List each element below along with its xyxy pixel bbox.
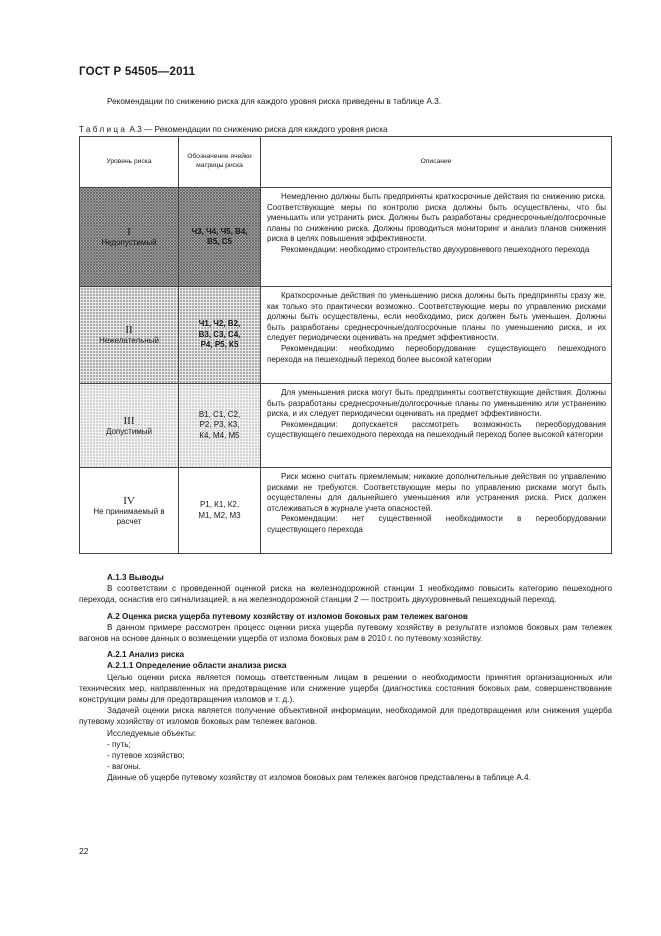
table-row xyxy=(80,468,612,554)
risk-level-name: Недопустимый xyxy=(101,238,157,247)
column-header-description: Описание xyxy=(261,137,612,188)
table-row xyxy=(80,287,612,384)
table-row xyxy=(80,188,612,287)
description-text: Краткосрочные действия по уменьшению риска должны быть предприняты сразу же, как только это практически возможно. Соответствующие меры по управлению рисками должны быть осуществлены, если необходимо, риск должен быть уменьшен. Должны быть разработаны среднесрочные/долгосрочные планы по уменьшению риска, и их следует периодически оценивать на предмет эффективности. xyxy=(267,291,606,343)
risk-recommendations-table xyxy=(79,136,612,554)
matrix-cells: Ч1, Ч2, В2, В3, С3, С4, Р4, Р5, К5 xyxy=(179,287,261,384)
table-caption-title: А.3 — Рекомендации по снижению риска для каждого уровня риска xyxy=(129,125,388,134)
paragraph: Данные об ущербе путевому хозяйству от изломов боковых рам тележек вагонов представлены в таблице А.4. xyxy=(107,773,531,783)
description-text: Немедленно должны быть предприняты краткосрочные действия по снижению риска. Соответствующие меры по контролю риска должны быть осуществлены, что бы уменьшить или устранить риск. Должны быть разработаны среднесрочные/долгосрочные планы по снижению риска. Должны проводиться мониторинг и анализ планов снижения риска в целях повышения эффективности. xyxy=(267,192,606,244)
paragraph: Исследуемые объекты: xyxy=(107,728,197,738)
paragraph: Задачей оценки риска является получение объективной информации, необходимой для предотвращения или снижения ущерба путевому хозяйству от изломов боковых рам тележек вагонов. xyxy=(79,706,612,727)
risk-level-numeral: I xyxy=(127,226,131,238)
table-caption-prefix: Таблица xyxy=(79,125,128,134)
risk-level-cell xyxy=(80,188,179,287)
description-text: Риск можно считать приемлемым; никакие дополнительные действия по управлению рисками не требуются. Соответствующие меры по управлению рисками могут быть осуществлены для дальнейшего уменьшения или устранения риска. Риск должен отслеживаться в журнале учета опасностей. xyxy=(267,472,606,513)
risk-description xyxy=(261,287,612,384)
section-heading: А.2 Оценка риска ущерба путевому хозяйству от изломов боковых рам тележек вагонов xyxy=(107,611,468,621)
recommendation-text: Рекомендации: необходимо переоборудование существующего пешеходного перехода на пешеходный переход более высокой категории xyxy=(267,343,606,364)
list-item: - путевое хозяйство; xyxy=(107,751,185,761)
table-caption xyxy=(79,125,388,134)
column-header-level: Уровень риска xyxy=(80,137,179,188)
intro-paragraph: Рекомендации по снижению риска для каждого уровня риска приведены в таблице А.3. xyxy=(107,97,442,106)
risk-level-name: Нежелательный xyxy=(99,336,159,345)
table-row xyxy=(80,384,612,468)
risk-level-numeral: II xyxy=(125,324,133,336)
document-header: ГОСТ Р 54505—2011 xyxy=(79,66,196,78)
list-item: - вагоны. xyxy=(107,762,141,772)
page-number: 22 xyxy=(79,846,89,856)
section-heading: А.2.1.1 Определение области анализа риска xyxy=(107,661,287,671)
description-text: Для уменьшения риска могут быть предприняты соответствующие действия. Должны быть разработаны среднесрочные/долгосрочные планы по уменьшению или устранению риска, и их следует периодически оценивать на предмет эффективности. xyxy=(267,388,606,419)
risk-level-numeral: III xyxy=(123,414,135,427)
column-header-cells: Обозначение ячейки матрицы риска xyxy=(179,137,261,188)
section-heading: А.1.3 Выводы xyxy=(107,573,164,582)
risk-description xyxy=(261,468,612,554)
risk-description xyxy=(261,384,612,468)
paragraph: В данном примере рассмотрен процесс оценки риска ущерба путевому хозяйству в результате изломов боковых рам тележек вагонов на основе данных о возмещении ущерба от излома боковых рам в 2010 г. по путевому хозяйству. xyxy=(79,622,612,644)
risk-level-name: Допустимый xyxy=(105,426,153,436)
matrix-cells: Ч3, Ч4, Ч5, В4, В5, С5 xyxy=(179,188,261,287)
risk-level-cell xyxy=(80,468,179,554)
matrix-cells: В1, С1, С2, Р2, Р3, К3, К4, М4, М5 xyxy=(179,384,261,468)
risk-level-name: Не принимаемый в расчет xyxy=(93,506,165,526)
recommendation-text: Рекомендации: необходимо строительство двухуровневого пешеходного перехода xyxy=(281,244,590,254)
section-heading: А.2.1 Анализ риска xyxy=(107,650,185,660)
risk-level-numeral: IV xyxy=(123,494,135,507)
recommendation-text: Рекомендации: нет существенной необходимости в переоборудовании существующего перехода xyxy=(267,514,606,534)
body-text xyxy=(79,572,612,784)
paragraph: В соответствии с проведенной оценкой риска на железнодорожной станции 1 необходимо повысить категорию пешеходного перехода, оснастив его сигнализацией, а на железнодорожной станции 2 — построить двухуровневый пешеходный переход. xyxy=(79,584,612,605)
paragraph: Целью оценки риска является помощь ответственным лицам в решении о необходимости принятия организационных или технических мер, направленных на предотвращение или снижение ущерба (диагностика состояния боковых рам, совершенствование конструкции рамы для предотвращения изломов и т. д.). xyxy=(79,672,612,705)
risk-level-cell xyxy=(80,384,179,468)
risk-level-cell xyxy=(80,287,179,384)
recommendation-text: Рекомендации: допускается рассмотреть возможность переоборудования существующего пешеходного перехода на пешеходный переход более высокой категории xyxy=(267,419,606,440)
list-item: - путь; xyxy=(107,739,131,749)
matrix-cells: Р1, К1, К2, М1, М2, М3 xyxy=(179,468,261,554)
risk-description xyxy=(261,188,612,287)
